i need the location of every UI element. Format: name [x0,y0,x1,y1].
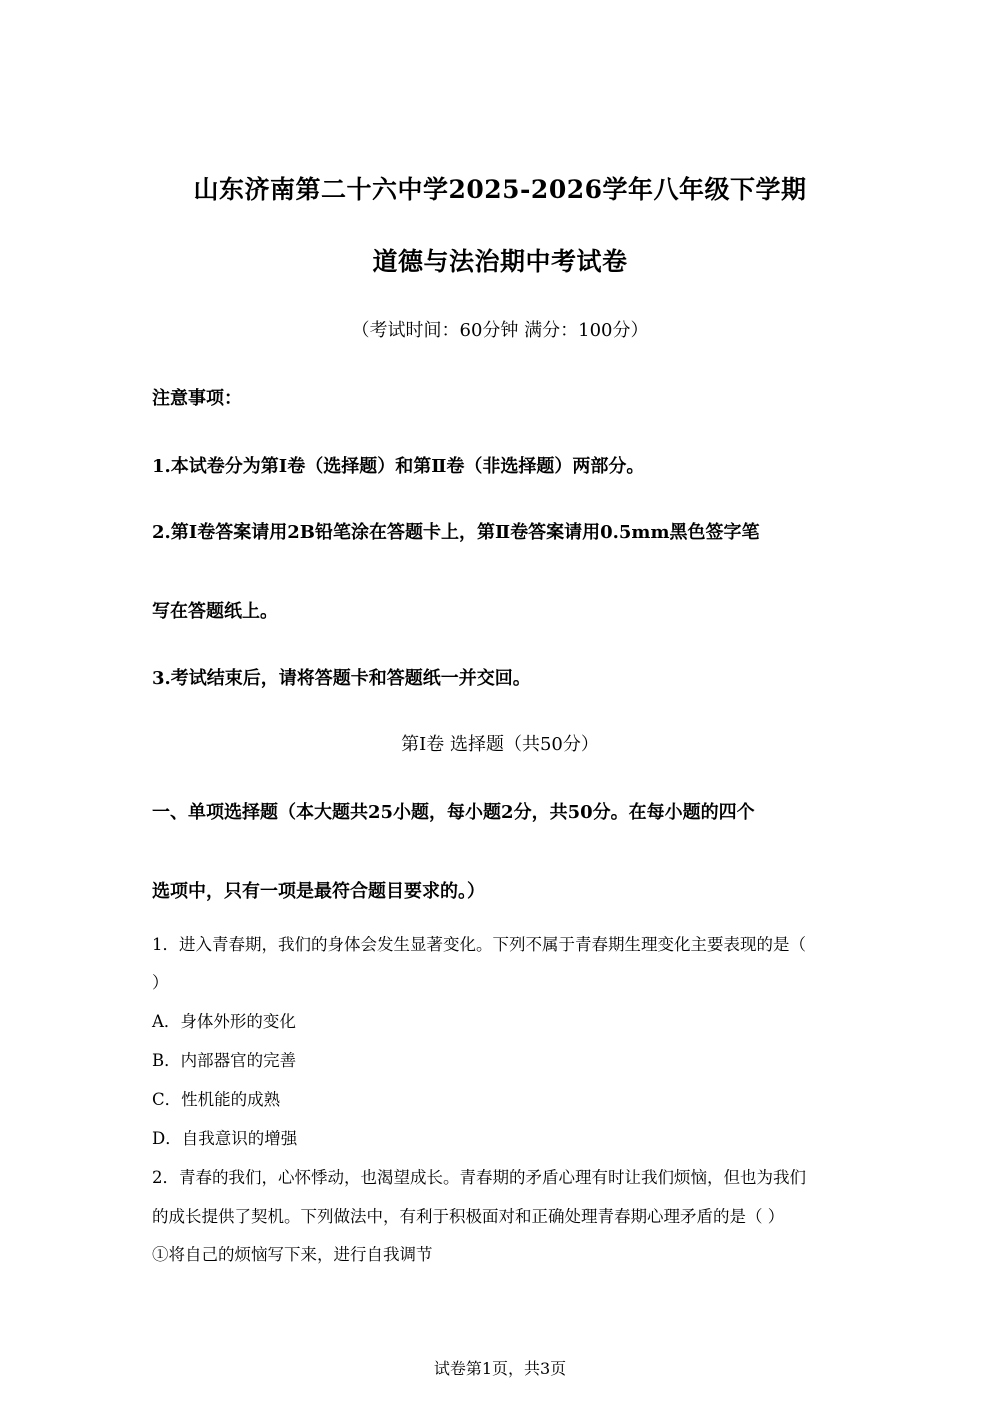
exam-title-line1: 山东济南第二十六中学2025-2026学年八年级下学期 [193,175,807,204]
notice-item-3: 3.考试结束后，请将答题卡和答题纸一并交回。 [152,668,531,689]
question-2-stem-line3: ①将自己的烦恼写下来，进行自我调节 [152,1245,433,1264]
exam-time-info: （考试时间：60分钟 满分：100分） [351,320,649,341]
notice-item-2-line1: 2.第Ⅰ卷答案请用2B铅笔涂在答题卡上，第Ⅱ卷答案请用0.5mm黑色签字笔 [152,522,760,543]
notice-item-2-line2: 写在答题纸上。 [152,601,278,622]
question-1-stem-line1: 1．进入青春期，我们的身体会发生显著变化。下列不属于青春期生理变化主要表现的是（ [152,935,806,954]
question-1-stem-line2: ） [152,973,169,992]
question-2-stem-line1: 2．青春的我们，心怀悸动，也渴望成长。青春期的矛盾心理有时让我们烦恼，但也为我们 [152,1168,806,1187]
part-instruction-line2: 选项中，只有一项是最符合题目要求的。） [152,881,485,902]
question-2-stem-line2: 的成长提供了契机。下列做法中，有利于积极面对和正确处理青春期心理矛盾的是（ ） [152,1207,785,1226]
question-1-option-a: A．身体外形的变化 [152,1012,296,1031]
notice-item-1: 1.本试卷分为第Ⅰ卷（选择题）和第Ⅱ卷（非选择题）两部分。 [152,456,645,477]
question-1-option-d: D．自我意识的增强 [152,1129,298,1148]
exam-title-line2: 道德与法治期中考试卷 [372,247,628,276]
part-instruction-line1: 一、单项选择题（本大题共25小题，每小题2分，共50分。在每小题的四个 [152,802,755,823]
page-footer: 试卷第1页，共3页 [433,1359,567,1378]
notice-heading: 注意事项： [152,388,242,409]
section-title: 第Ⅰ卷 选择题（共50分） [401,734,599,755]
question-1-option-c: C．性机能的成熟 [152,1090,281,1109]
question-1-option-b: B．内部器官的完善 [152,1051,297,1070]
